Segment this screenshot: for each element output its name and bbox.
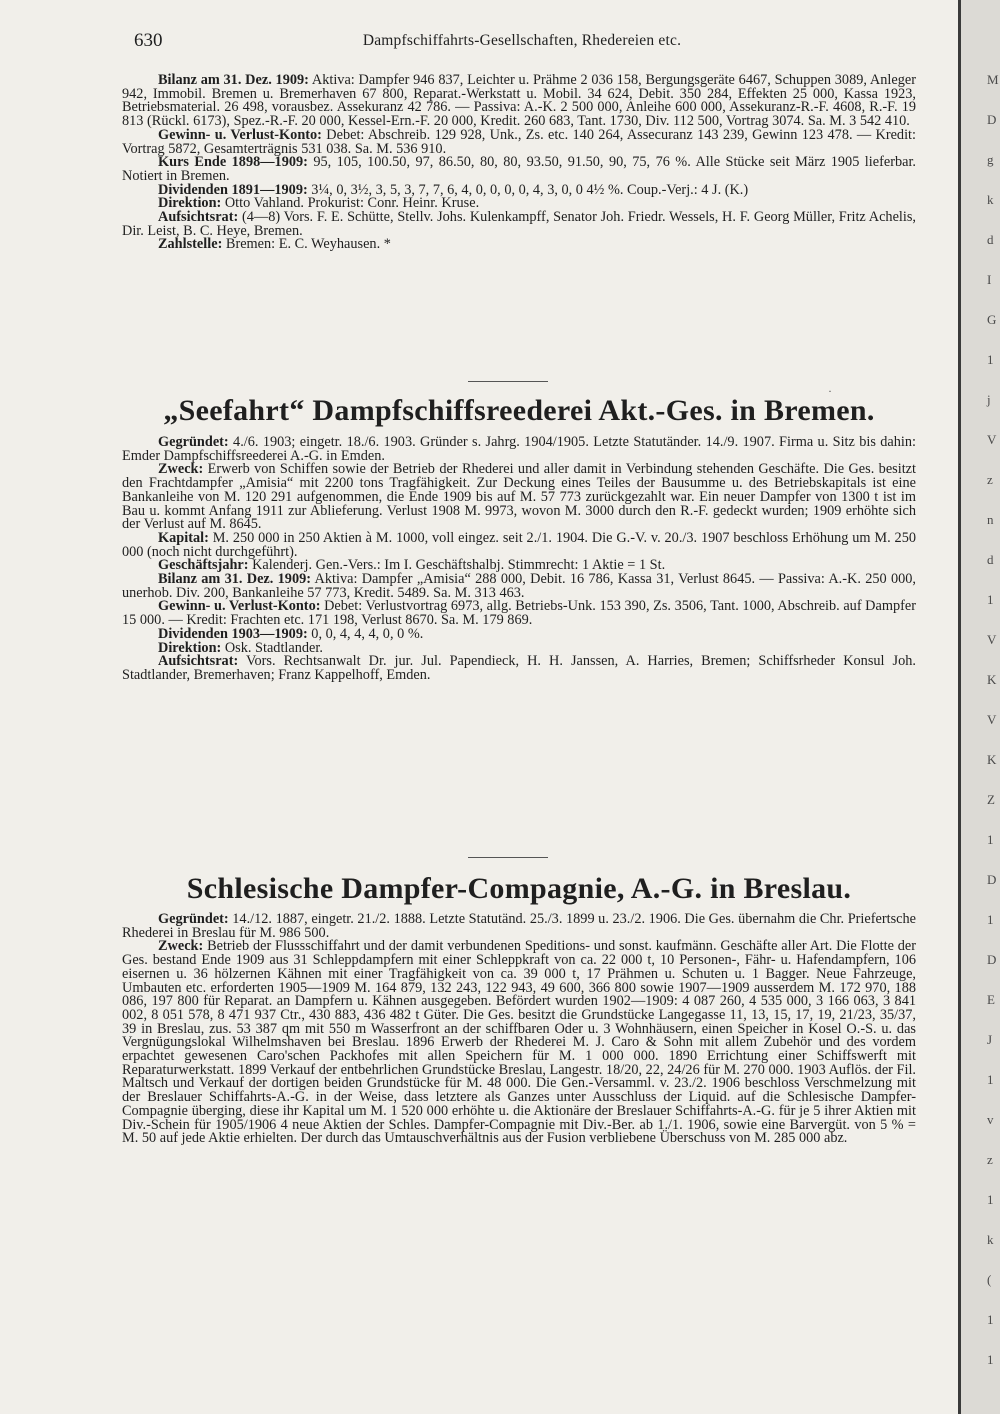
margin-fragment: J <box>987 1032 993 1047</box>
margin-fragment: g <box>987 152 994 167</box>
field-label: Gewinn- u. Verlust-Konto: <box>158 598 321 615</box>
paragraph <box>122 600 916 627</box>
company-title-schlesische: Schlesische Dampfer-Compagnie, A.-G. in Breslau. <box>186 872 852 905</box>
field-label: Aufsichtsrat: <box>158 653 239 670</box>
field-text: Debet: Abschreib. 129 928, Unk., Zs. etc. 140 264, Assecuranz 143 239, Gewinn 123 478. — Kredit: Vortrag 5872, Gesamterträgnis 531 038. Sa. M. 536 910. <box>122 126 916 157</box>
company-title-seefahrt: „Seefahrt“ Dampfschiffsreederei Akt.-Ges. in Bremen. <box>163 394 875 427</box>
section-divider <box>468 857 548 858</box>
margin-fragment: v <box>987 1112 994 1127</box>
field-label: Direktion: <box>158 195 222 212</box>
field-text: Otto Vahland. Prokurist: Conr. Heinr. Kruse. <box>221 195 480 212</box>
field-text: Vors. Rechtsanwalt Dr. jur. Jul. Papendieck, H. H. Janssen, A. Harries, Bremen; Schiffsrheder Konsul Joh. Stadtlander, Bremerhaven; Franz Kappelhoff, Emden. <box>122 653 916 683</box>
margin-fragment: d <box>987 232 994 247</box>
paragraph <box>122 529 916 560</box>
margin-fragment: 1 <box>987 1312 994 1327</box>
margin-fragment: D <box>987 112 997 127</box>
margin-fragment: 1 <box>987 352 994 367</box>
margin-fragment: D <box>987 952 997 967</box>
margin-fragment: n <box>987 512 994 527</box>
field-label: Bilanz am 31. Dez. 1909: <box>158 72 309 88</box>
margin-fragment: K <box>987 752 997 767</box>
margin-fragment: j <box>987 392 991 407</box>
field-label: Gegründet: <box>158 434 229 450</box>
field-label: Geschäftsjahr: <box>158 557 249 574</box>
margin-fragment: Z <box>987 792 995 807</box>
field-label: Zahlstelle: <box>158 236 223 253</box>
field-text: 14./12. 1887, eingetr. 21./2. 1888. Letzte Statutänd. 25./3. 1899 u. 23./2. 1906. Die Ges. übernahm die Chr. Priefertsche Rhederei in Breslau für M. 986 500. <box>122 911 916 941</box>
field-text: 3¼, 0, 3½, 3, 5, 3, 7, 7, 6, 4, 0, 0, 0, 0, 4, 3, 0, 0 4½ %. Coup.-Verj.: 4 J. (K.) <box>307 181 749 198</box>
field-text: 95, 105, 100.50, 97, 86.50, 80, 80, 93.50, 91.50, 90, 75, 76 %. Alle Stücke seit März 1905 lieferbar. Notiert in Bremen. <box>122 154 916 184</box>
field-text: 4./6. 1903; eingetr. 18./6. 1903. Gründer s. Jahrg. 1904/1905. Letzte Statutänder. 14./9. 1907. Firma u. Sitz bis dahin: Emder Dampfschiffsreederei A.-G. in Emden. <box>122 434 916 464</box>
field-label: Zweck: <box>158 938 204 955</box>
paragraph <box>122 436 916 463</box>
margin-fragment: 1 <box>987 832 994 847</box>
margin-fragment: ( <box>987 1272 992 1287</box>
paragraph <box>122 655 916 682</box>
field-text: Erwerb von Schiffen sowie der Betrieb der Rhederei und aller damit in Verbindung stehenden Geschäfte. Die Ges. besitzt den Frachtdampfer „Amisia“ mit 2200 tons Tragfähigkeit. Zur Deckung eines Teiles der Bausumme u. des Betriebskapitals ist eine Bankanleihe von M. 120 291 aufgenommen, die Ende 1909 bis auf M. 57 773 zurückgezahlt war. Ein neuer Dampfer von 1300 t ist im Bau u. kommt Anfang 1911 zur Ablieferung. Verlust 1908 M. 9973, wovon M. 3000 durch den R.-F. gedeckt wurden; 1909 erhöhte sich der Verlust auf M. 8645. <box>122 461 916 533</box>
margin-fragment: V <box>987 712 997 727</box>
page-number: 630 <box>134 30 163 51</box>
margin-fragment: d <box>987 552 994 567</box>
field-label: Gegründet: <box>158 911 229 927</box>
page-header <box>132 30 912 52</box>
paragraph <box>122 211 916 238</box>
margin-fragment: G <box>987 312 997 327</box>
margin-fragment: K <box>987 672 997 687</box>
margin-fragment: z <box>987 472 993 487</box>
margin-fragment: k <box>987 1232 994 1247</box>
field-label: Kurs Ende 1898—1909: <box>158 154 308 171</box>
field-text: Osk. Stadtlander. <box>221 639 323 656</box>
paragraph <box>122 463 916 532</box>
paragraph <box>122 238 916 252</box>
margin-fragment: E <box>987 992 995 1007</box>
paragraph <box>122 940 916 1146</box>
field-label: Zweck: <box>158 461 204 478</box>
company-entry-seefahrt <box>122 436 916 683</box>
margin-fragment: V <box>987 632 997 647</box>
field-text: 0, 0, 4, 4, 4, 0, 0 %. <box>307 625 424 642</box>
margin-fragment: k <box>987 192 994 207</box>
adjacent-page-edge <box>958 0 1000 1414</box>
margin-fragment: z <box>987 1152 993 1167</box>
margin-fragment: 1 <box>987 592 994 607</box>
paragraph <box>122 573 916 600</box>
margin-fragment: V <box>987 432 997 447</box>
margin-fragment: 1 <box>987 1072 994 1087</box>
field-text: Betrieb der Flussschiffahrt und der damit verbundenen Speditions- und sonst. kaufmänn. Geschäfte aller Art. Die Flotte der Ges. bestand Ende 1909 aus 31 Schleppdampfern mit einer Schleppkraft von ca. 22 000 t, 10 Personen-, Fähr- u. Hafendampfern, 106 eisernen u. 36 hölzernen Kähnen mit einer Tragfähigkeit von ca. 39 000 t, 17 Prähmen u. Schuten u. 1 Bagger. Neue Fahrzeuge, Umbauten etc. erforderten 1905—1909 M. 164 879, 132 243, 122 943, 49 600, 366 800 sowie 1907—1909 ausserdem M. 172 970, 188 086, 197 800 für Reparat. an Dampfern u. Kähnen ausgegeben. Befördert wurden 1902—1909: 4 087 260, 4 535 000, 3 166 063, 3 841 002, 8 051 578, 8 471 937 Ctr., 430 883, 436 482 t Güter. Die Ges. besitzt die Grundstücke Langegasse 11, 13, 15, 17, 19, 21/23, 35/37, 39 in Breslau, zus. 53 387 qm mit 550 m Wasserfront an der schiffbaren Oder u. 3 Wohnhäusern, einen Speicher in Kosel O.-S. u. das Vergnügungslokal Wilhelmshaven bei Breslau. 1896 Erwerb der Rhederei M. J. Caro & Sohn mit allem Zubehör und des vordem erpachtet gewesenen Caro'schen Packhofes mit allen Speichern für M. 1 000 000. 1890 Errichtung einer Schiffswerft mit Reparaturwerkstatt. 1899 Verkauf der entbehrlichen Grundstücke Breslau, Langestr. 18/20, 22, 24/26 für M. 270 000. 1903 Auflös. der Fil. Maltsch und Verkauf der dortigen beiden Grundstücke für M. 48 000. Die Gen.-Versamml. v. 23./2. 1906 beschloss Verschmelzung mit der Breslauer Schiffahrts-A.-G. in der Weise, dass letztere als Ganzes unter Ausschluss der Liquid. auf die Schlesische Dampfer-Compagnie überging, diese ihr Kapital um M. 1 520 000 erhöhte u. die Aktionäre der Breslauer Schiffahrts-A.-G. für je 5 ihrer Aktien mit Div.-Schein für 1905/1906 4 neue Aktien der Schles. Dampfer-Compagnie mit Div.-Ber. ab 1./1. 1906, sowie eine Barvergüt. von 5 % = M. 50 auf jede Aktie erhielten. Der durch das Umtauschverhältnis aus der Fusion verbliebene Überschuss von M. 285 000 abz. <box>122 938 916 1147</box>
margin-fragment: 1 <box>987 1192 994 1207</box>
margin-fragment: I <box>987 272 992 287</box>
field-text: M. 250 000 in 250 Aktien à M. 1000, voll eingez. seit 2./1. 1904. Die G.-V. v. 20./3. 1907 beschloss Erhöhung um M. 250 000 (noch nicht durchgeführt). <box>122 529 916 560</box>
field-label: Bilanz am 31. Dez. 1909: <box>158 571 312 588</box>
field-text: Bremen: E. C. Weyhausen. * <box>222 236 391 253</box>
field-text: Aktiva: Dampfer „Amisia“ 288 000, Debit. 16 786, Kassa 31, Verlust 8645. — Passiva: A.-K. 250 000, unerhob. Div. 200, Bankanleihe 57 773, Kredit. 5489. Sa. M. 313 463. <box>122 571 916 601</box>
field-label: Dividenden 1891—1909: <box>158 181 308 198</box>
field-text: Kalenderj. Gen.-Vers.: Im I. Geschäftshalbj. Stimmrecht: 1 Aktie = 1 St. <box>248 557 666 574</box>
paragraph <box>122 913 916 940</box>
field-label: Gewinn- u. Verlust-Konto: <box>158 126 322 143</box>
paragraph <box>122 156 916 183</box>
paragraph <box>122 74 916 129</box>
margin-fragment: 1 <box>987 1352 994 1367</box>
company-entry-schlesische <box>122 913 916 1146</box>
paragraph <box>122 126 916 157</box>
field-label: Aufsichtsrat: <box>158 209 239 226</box>
field-text: Debet: Verlustvortrag 6973, allg. Betriebs-Unk. 153 390, Zs. 3506, Tant. 1000, Abschreib. auf Dampfer 15 000. — Kredit: Frachten etc. 171 198, Verlust 8670. Sa. M. 179 869. <box>122 598 916 629</box>
field-text: Aktiva: Dampfer 946 837, Leichter u. Prähme 2 036 158, Bergungsgeräte 6467, Schuppen 3089, Anleger 942, Immobil. Bremen u. Bremerhaven 67 800, Reparat.-Werkstatt u. Mobil. 34 624, Debit. 350 284, Effekten 25 000, Kassa 1923, Betriebsmaterial. 26 498, vorausbez. Assekuranz 42 786. — Passiva: A.-K. 2 500 000, Anleihe 600 000, Assekuranz-R.-F. 4608, R.-F. 19 813 (Rückl. 6173), Spez.-R.-F. 20 000, Kessel-Ern.-F. 20 000, Kredit. 260 683, Tant. 1730, Div. 112 500, Vortrag 3074. Sa. M. 3 542 410. <box>122 72 916 130</box>
margin-fragment: 1 <box>987 912 994 927</box>
running-title: Dampfschiffahrts-Gesellschaften, Rhedereien etc. <box>362 32 682 49</box>
section-divider <box>468 381 548 382</box>
margin-fragment: D <box>987 872 997 887</box>
margin-fragment: M <box>987 72 999 87</box>
entry-continued-section <box>122 74 916 252</box>
field-label: Direktion: <box>158 639 222 656</box>
field-text: (4—8) Vors. F. E. Schütte, Stellv. Johs. Kulenkampff, Senator Joh. Friedr. Wessels, H. F. Georg Müller, Fritz Achelis, Dir. Leist, B. C. Heye, Bremen. <box>122 209 916 239</box>
field-label: Dividenden 1903—1909: <box>158 625 308 642</box>
stray-mark: · <box>828 384 832 398</box>
field-label: Kapital: <box>158 529 209 546</box>
